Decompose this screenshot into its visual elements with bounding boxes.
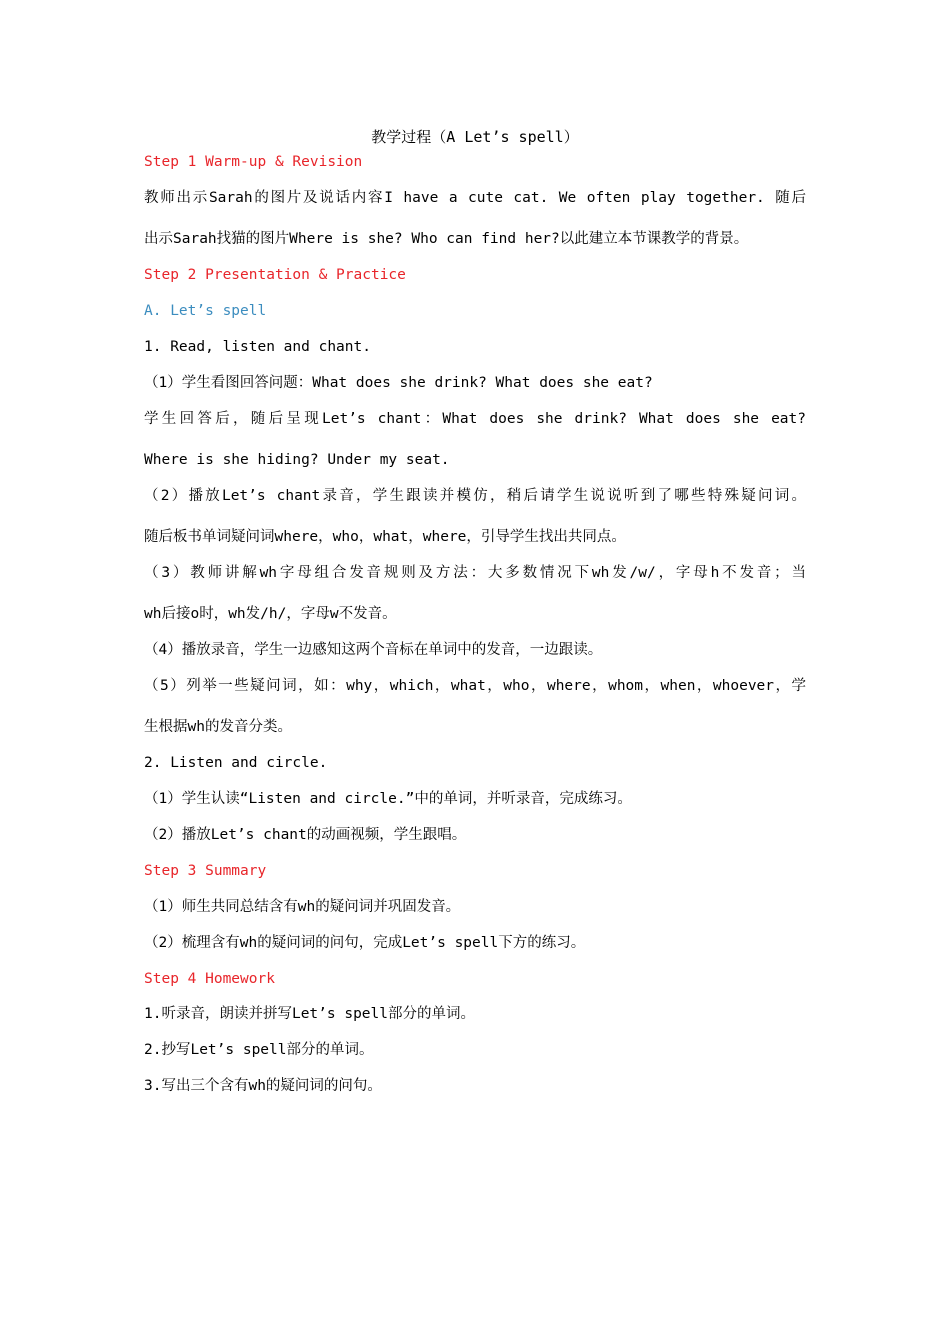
item-1-2-line2: 随后板书单词疑问词where，who，what，where，引导学生找出共同点。 bbox=[144, 529, 626, 545]
item-1-5-line2: 生根据wh的发音分类。 bbox=[144, 719, 292, 735]
homework-item-2: 2.抄写Let’s spell部分的单词。 bbox=[144, 1042, 374, 1058]
step2-heading: Step 2 Presentation & Practice bbox=[144, 267, 406, 283]
step1-paragraph-line1: 教师出示Sarah的图片及说话内容I have a cute cat. We often play together. 随后 bbox=[144, 190, 806, 206]
item-1-2-line1: （2）播放Let’s chant录音，学生跟读并模仿，稍后请学生说说听到了哪些特殊疑问词。 bbox=[144, 488, 806, 504]
item-2-2: （2）播放Let’s chant的动画视频，学生跟唱。 bbox=[144, 827, 467, 843]
item-2-1: （1）学生认读“Listen and circle.”中的单词，并听录音，完成练习。 bbox=[144, 791, 632, 807]
item-1-3-line1: （3）教师讲解wh字母组合发音规则及方法：大多数情况下wh发/w/，字母h不发音；当 bbox=[144, 565, 806, 581]
section-a-heading: A. Let’s spell bbox=[144, 303, 267, 319]
step4-heading: Step 4 Homework bbox=[144, 971, 275, 987]
item-1-4: （4）播放录音，学生一边感知这两个音标在单词中的发音，一边跟读。 bbox=[144, 642, 603, 658]
item-1-5-line1: （5）列举一些疑问词，如：why，which，what，who，where，whom，when，whoever，学 bbox=[144, 678, 806, 694]
item-1-1b-line2: Where is she hiding? Under my seat. bbox=[144, 452, 450, 468]
step3-item-1: （1）师生共同总结含有wh的疑问词并巩固发音。 bbox=[144, 899, 461, 915]
item-2: 2. Listen and circle. bbox=[144, 755, 328, 771]
step1-heading: Step 1 Warm-up & Revision bbox=[144, 154, 363, 170]
item-1: 1. Read, listen and chant. bbox=[144, 339, 371, 355]
homework-item-1: 1.听录音，朗读并拼写Let’s spell部分的单词。 bbox=[144, 1006, 475, 1022]
page-title: 教学过程（A Let’s spell） bbox=[371, 128, 579, 146]
step3-item-2: （2）梳理含有wh的疑问词的问句，完成Let’s spell下方的练习。 bbox=[144, 935, 586, 951]
item-1-1b-line1: 学生回答后，随后呈现Let’s chant：What does she drink? What does she eat? bbox=[144, 411, 806, 427]
item-1-1: （1）学生看图回答问题：What does she drink? What does she eat? bbox=[144, 375, 653, 391]
step3-heading: Step 3 Summary bbox=[144, 863, 267, 879]
item-1-3-line2: wh后接o时，wh发/h/，字母w不发音。 bbox=[144, 606, 397, 622]
step1-paragraph-line2: 出示Sarah找猫的图片Where is she? Who can find her?以此建立本节课教学的背景。 bbox=[144, 231, 749, 247]
homework-item-3: 3.写出三个含有wh的疑问词的问句。 bbox=[144, 1078, 382, 1094]
